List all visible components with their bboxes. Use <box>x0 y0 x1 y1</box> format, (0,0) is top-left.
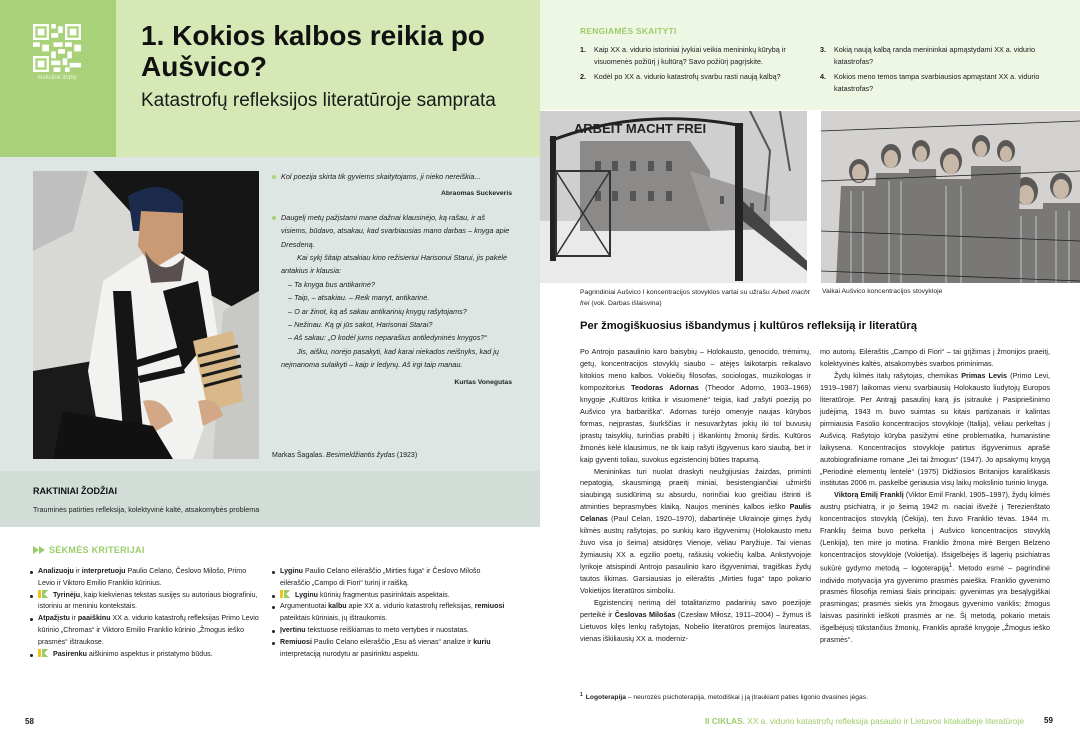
quote-author: Kurtas Vonegutas <box>454 378 512 386</box>
quote-vonegutas <box>272 211 512 372</box>
criteria-item: Argumentuotai kalbu apie XX a. vidurio katastrofų refleksijas, remiuosi pateiktais kūriniais, jų ištraukomis. <box>272 601 512 625</box>
ik-badge-icon <box>38 590 50 598</box>
page-number: 58 <box>25 717 34 726</box>
footnote-ref[interactable]: 1 <box>948 563 953 570</box>
paragraph: Žydų kilmės italų rašytojas, chemikas Primas Levis (Primo Levi, 1919–1987) laikomas vienu svarbiausių Holokausto liudytojų Europos literatūroje. Per Antrąjį pasaulinį karą jis įsitraukė į Pasipriešinimo judėjimą, 1943 m. buvo suimtas su kitais partizanais ir kalintas pirmiausia Fasolio koncentracijos stovykloje (Italija), vėliau perkeltas į Aušvicą. Rašytojo kūryba pasižymi etine problematika, humanistine laikysena. Koncentracijos stovykloje patirtus išgyvenimus aprašė autobiografiniame romane „Jei tai žmogus“ (1947). Jo apsakymų knygą „Periodinė elementų lentelė“ (1975) Didžiosios Britanijos karališkasis institutas 2006 m. paskelbė geriausia visų laikų mokslinio turinio knyga. <box>820 370 1050 488</box>
bullet-icon <box>272 175 276 179</box>
criteria-heading <box>33 545 145 555</box>
paragraph: Menininkas turi nuolat draskyti neužgijusias žaizdas, priminti nepatogią, skausmingą praeitį miniai, besistengiančiai užmiršti siaubingą susidūrimą su absurdu, norinčiai kuo greičiau ištrinti iš atminties beprasmybės klaiką. Naujos meninės kalbos ieško Paulis Celanas (Paul Celan, 1920–1970), dabartinėje Ukrainoje gimęs žydų kilmės austrų rašytojas, po sunkių karo išgyvenimų (Holokausto metu žuvo visa jo šeima) atsidūręs Vienoje, vėliau Paryžiuje. Tai vienas žymiausių XX a. egzilio poetų, rašiusių vokiečių kalba. Ankstyvojoje lyrikoje atsispindi Antrojo pasaulinio karo išgyvenimai, tragiškas žydų tautos likimas. Garsiausias jo eilėraštis „Mirties fuga“ tapo pokario Vokietijos literatūros simboliu. <box>580 466 811 596</box>
painting-caption <box>272 452 417 459</box>
ik-badge-icon <box>280 590 292 598</box>
caption-author: Markas Šagalas. <box>272 452 325 459</box>
paragraph: Viktorą Emilį Franklį (Viktor Emil Frankl, 1905–1997), žydų kilmės austrų psichiatrą, ir jo šeimą 1942 m. naciai išvežė į Terezienštato koncentracijos stovyklą (Čekija), ten žuvo Franklio tėvas. 1944 m. Franklių šeima buvo perkelta į Aušvico koncentracijos stovyklą (Lenkija), ten mirė jo motina. Franklio žmona mirė Bergen Belzeno koncentracijos stovykloje (Vokietija). Išsigelbėjęs iš lagerių psichiatras sukūrė gydymo metodą – logoterapiją$^1$. Metodo esmė – pagrindinė individo motyvacija yra gyvenimo prasmės paieška. Franklio gyvenimo prasmės filosofija remiasi šiais principais: gyvenimas yra besąlygiškai prasmingas; prasmės siekis yra žmogaus gyvenimo variklis; žmogus laisvas pasirinkti ieškoti prasmės ar ne. Šį metodą, pokario metais išgelbėjusį tūkstančius žmonių, Franklis aprašė knygoje „Žmogus ieško prasmės“. <box>820 490 1051 645</box>
paragraph: Egzistencinį nerimą dėl totalitarizmo padarinių savo poezijoje perteikė ir Česlovas Milošas (Czesław Miłosz, 1911–2004) – žymus iš Lietuvos kilęs lenkų rašytojas, Nobelio literatūros premijos laureatas, vienas iškiliausių XX a. moderniz- <box>580 598 811 643</box>
question-item: 4. Kokios meno temos tampa svarbiausios apmąstant XX a. vidurio katastrofas? <box>820 72 1040 93</box>
text-column-1 <box>580 346 811 645</box>
criteria-item: Remiuosi Paulio Celano eilėraščio „Esu aš vienas“ analize ir kuriu interpretaciją nurodytu ar pasirinktu aspektu. <box>272 637 512 661</box>
qr-code-icon[interactable] <box>33 24 81 72</box>
quote-text: Kol poezija skirta tik gyviems skaitytojams, ji nieko nereiškia... <box>281 172 481 181</box>
keywords-text: Trauminės patirties refleksija, kolektyvinė kaltė, atsakomybės problema <box>33 505 260 514</box>
page-subtitle: Katastrofų refleksijos literatūroje samprata <box>141 90 496 111</box>
criteria-item: Atpažįstu ir paaiškinu XX a. vidurio katastrofų refleksijas Primo Levio kūrinio „Chromas“ ir Viktoro Emilio Franklio kūrinio „Žmogus ieško prasmės“ ištraukose. <box>30 613 262 648</box>
text-column-2 <box>820 346 1050 646</box>
criteria-item: Lyginu Paulio Celano eilėraščio „Mirties fuga“ ir Česlovo Milošo eilėraščio „Campo di Fiori“ turinį ir raišką. <box>272 566 512 590</box>
qr-caption: mokslink.lt/qby <box>37 75 77 81</box>
caption-title: Besimeldžiantis žydas <box>326 452 395 459</box>
caption-year: (1923) <box>396 452 418 459</box>
footnote: $^1$ Logoterapija – neurozės psichoterapija, metodiškai į ją įtraukiant paties ligonio dvasines jėgas. <box>580 692 868 702</box>
quote-paragraph: Jis, aišku, norėjo pasakyti, kad karai niekados neišnyks, kad jų neįmanoma sulaikyti – kaip ir ledynų. Aš irgi taip manau. <box>281 346 499 370</box>
keywords-panel <box>0 471 540 527</box>
children-photo <box>821 111 1080 283</box>
criteria-item: Lyginu kūrinių fragmentus pasirinktais aspektais. <box>272 590 512 602</box>
quotes-block <box>272 170 512 399</box>
quote-author: Abraomas Suckeveris <box>440 190 512 198</box>
paragraph: Po Antrojo pasaulinio karo baisybių – Holokausto, genocido, trėmimų, getų, koncentracijos stovyklų siaubo – atėjęs laikotarpis reikalavo kitokios meno kalbos. Vokiečių filosofas, sociologas, muzikologas ir kompozitorius Teodoras Adornas (Theodor Adorno, 1903–1969) knygoje „Kultūros kritika ir visuomenė“ teigia, kad „rašyti poeziją po Aušvico yra barbariška“. Adornas turėjo omenyje naujas kūrybos formas, neįprastas, šiurkščias ir nesuvaržytas jokių iki tol buvusių įprastų taisyklių, turinčias prabilti į iškankintų žmonių širdis. Kultūros žmonės kėlė klausimus, ne tik kaip rašyti išgyvenus karo siaubą, bet ir kaip gyventi toliau, suvokus egzistencinį būties trapumą. <box>580 347 811 464</box>
painting-image <box>33 171 259 459</box>
criteria-item: Tyrinėju, kaip kiekvienas tekstas susijęs su autoriaus biografiniu, istoriniu ar meniniu kontekstais. <box>30 590 262 614</box>
ik-badge-icon <box>38 649 50 657</box>
running-footer: II CIKLAS. XX a. vidurio katastrofų refleksija pasaulio ir Lietuvos kitakalbėje literatūroje <box>704 716 1024 726</box>
criteria-list-2 <box>272 566 512 660</box>
paragraph: mo autorių. Eilėraštis „Campo di Fiori“ – tai grįžimas į žmonijos praeitį, kolektyvinės kaltės, atsakomybės svarbos priminimas. <box>820 347 1050 368</box>
page-number: 59 <box>1044 716 1053 725</box>
double-arrow-icon <box>33 546 45 554</box>
quote-suckeveris <box>272 170 512 183</box>
question-item: 2. Kodėl po XX a. vidurio katastrofų svarbu rasti naują kalbą? <box>580 72 781 81</box>
quote-dialogue: – Ta knyga bus antikarinė? <box>288 279 375 289</box>
photo2-caption: Vaikai Aušvico koncentracijos stovykloje <box>822 288 943 295</box>
criteria-item: Analizuoju ir interpretuoju Paulio Celano, Česlovo Milošo, Primo Levio ir Viktoro Emilio Franklio kūrinius. <box>30 566 262 590</box>
keywords-title: RAKTINIAI ŽODŽIAI <box>33 486 117 496</box>
prep-title: RENGIAMĖS SKAITYTI <box>580 26 677 36</box>
criteria-item: Įvertinu tekstuose reiškiamas to meto vertybes ir nuostatas. <box>272 625 512 637</box>
page-title: 1. Kokios kalbos reikia po Aušvico? <box>141 20 485 82</box>
bullet-icon <box>272 216 276 220</box>
criteria-item: Pasirenku aiškinimo aspektus ir pristatymo būdus. <box>30 649 262 661</box>
right-page <box>540 0 1080 745</box>
quote-paragraph: Kai sykį šitaip atsakiau kino režisieriui Harisonui Starui, jis pakėlė antakius ir klausia: <box>281 253 508 276</box>
gate-sign: ARBEIT MACHT FREI <box>573 121 707 136</box>
auschwitz-gate-photo <box>540 111 807 283</box>
quote-dialogue: – O ar žinot, ką aš sakau antikarinių knygų rašytojams? <box>288 306 467 316</box>
criteria-list-1 <box>30 566 262 660</box>
question-item: 3. Kokią naują kalbą randa menininkai apmąstydami XX a. vidurio katastrofas? <box>820 45 1035 66</box>
quote-paragraph: Daugelį metų pažįstami mane dažnai klausinėjo, ką rašau, ir aš visiems, būdavo, atsakau, kad svarbiausias mano darbas – knyga apie Dresdeną. <box>281 212 510 249</box>
criteria-title: SĖKMĖS KRITERIJAI <box>49 545 145 555</box>
photo1-caption: Pagrindiniai Aušvico I koncentracijos stovyklos vartai su užrašu Arbeit macht frei (vok. Darbas išlaisvina) <box>580 289 810 307</box>
questions-list-1 <box>580 44 802 86</box>
questions-list-2 <box>820 44 1050 98</box>
question-item: 1. Kaip XX a. vidurio istoriniai įvykiai veikia menininkų kūrybą ir visuomenės požiūrį į kultūrą? Savo požiūrį pagrįskite. <box>580 45 786 66</box>
quote-dialogue: – Taip, – atsakiau. – Reik manyt, antikarinė. <box>288 293 430 303</box>
quote-dialogue: – Aš sakau: „O kodėl jums neparašius antiledyninės knygos?“ <box>288 333 487 343</box>
quote-dialogue: – Nežinau. Ką gi jūs sakot, Harisonai Starai? <box>288 320 433 330</box>
section-title: Per žmogiškuosius išbandymus į kultūros refleksiją ir literatūrą <box>580 320 917 332</box>
